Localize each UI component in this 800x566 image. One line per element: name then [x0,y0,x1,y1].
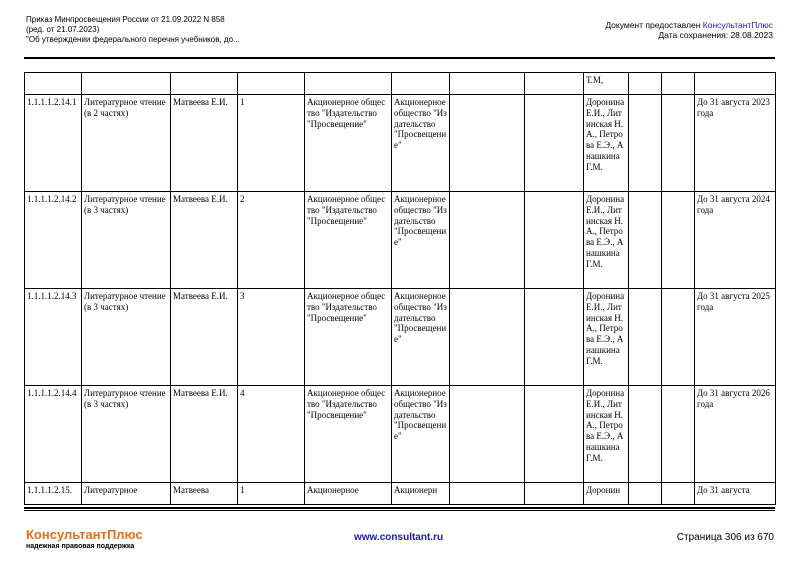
table-cell: Акционерное общество "Издательство "Просвещение" [392,95,450,192]
table-cell [82,73,171,95]
provider-link[interactable]: КонсультантПлюс [702,20,773,30]
table-row [25,95,776,192]
table-cell: Доронин [584,483,629,505]
footer-divider [24,507,775,509]
footer-brand: КонсультантПлюс [26,527,143,542]
table-cell: 4 [238,386,305,483]
table-cell [450,386,525,483]
website-link[interactable]: www.consultant.ru [354,532,444,543]
table-cell [662,192,695,289]
table-cell [662,483,695,505]
doc-title-line: "Об утверждении федерального перечня учебников, до... [26,35,240,44]
document-title [26,15,240,45]
table-cell: Литературное чтение (в 2 частях) [82,95,171,192]
table-cell [450,192,525,289]
table-cell [25,73,82,95]
table-cell: 1 [238,95,305,192]
table-cell: 1.1.1.1.2.14.4 [25,386,82,483]
table-cell [629,386,662,483]
table-cell: Матвеева Е.И. [171,192,238,289]
table-cell: 1.1.1.1.2.15. [25,483,82,505]
table-cell: Акционерное общество "Издательство "Просвещение" [305,386,392,483]
table-cell [525,289,584,386]
table-cell [238,73,305,95]
table-cell: Матвеева [171,483,238,505]
table-cell [629,483,662,505]
table-cell: Литературное чтение (в 3 частях) [82,192,171,289]
save-date: Дата сохранения: 28.08.2023 [658,30,773,40]
table-cell [629,289,662,386]
table-cell [171,73,238,95]
header-divider [24,57,775,59]
table-cell: 2 [238,192,305,289]
table-cell: До 31 августа 2025 года [695,289,776,386]
table-cell [525,192,584,289]
table-cell [525,483,584,505]
table-cell [629,95,662,192]
table-cell: 3 [238,289,305,386]
table-cell: Акционерное общество "Издательство "Просвещение" [305,95,392,192]
table-cell: 1.1.1.1.2.14.1 [25,95,82,192]
table-cell [525,386,584,483]
footer-tagline: надежная правовая поддержка [26,543,135,550]
table-cell: До 31 августа 2026 года [695,386,776,483]
table-cell: Литературное чтение (в 3 частях) [82,289,171,386]
table-cell [450,483,525,505]
table-cell: Литературное [82,483,171,505]
table-cell: Акционерное общество "Издательство "Просвещение" [305,192,392,289]
table-cell [450,95,525,192]
table-cell [525,95,584,192]
table-cell: Акционерн [392,483,450,505]
table-cell: Акционерное [305,483,392,505]
table-cell [662,95,695,192]
table-cell: 1 [238,483,305,505]
table-cell: Матвеева Е.И. [171,95,238,192]
table-cell: Матвеева Е.И. [171,289,238,386]
table-cell [392,73,450,95]
table-cell: Матвеева Е.И. [171,386,238,483]
table-cell [662,386,695,483]
table-cell: 1.1.1.1.2.14.2 [25,192,82,289]
table-cell [450,73,525,95]
table-cell: Доронина Е.И., Литинская Н.А., Петрова Е.Э., Анашкина Г.М. [584,289,629,386]
table-cell: Акционерное общество "Издательство "Просвещение" [392,289,450,386]
doc-title-line: (ред. от 21.07.2023) [26,25,100,34]
table-cell: Акционерное общество "Издательство "Просвещение" [392,386,450,483]
table-cell: До 31 августа 2023 года [695,95,776,192]
table-cell: До 31 августа [695,483,776,505]
table-row [25,73,776,95]
table-cell: Доронина Е.И., Литинская Н.А., Петрова Е.Э., Анашкина Г.М. [584,192,629,289]
table-cell: Доронина Е.И., Литинская Н.А., Петрова Е.Э., Анашкина Г.М. [584,386,629,483]
table-cell [695,73,776,95]
document-provider [605,20,773,40]
table-row [25,483,776,505]
consultant-logo [26,527,143,550]
table-cell: Акционерное общество "Издательство "Просвещение" [305,289,392,386]
textbook-table [24,72,776,505]
table-cell [305,73,392,95]
table-cell: Т.М, [584,73,629,95]
table-row [25,192,776,289]
table-cell: До 31 августа 2024 года [695,192,776,289]
doc-title-line: Приказ Минпросвещения России от 21.09.2022 N 858 [26,15,225,24]
provided-label: Документ предоставлен [605,20,703,30]
table-cell [662,289,695,386]
table-cell [662,73,695,95]
table-cell: 1.1.1.1.2.14.3 [25,289,82,386]
table-row [25,289,776,386]
table-cell: Доронина Е.И., Литинская Н.А., Петрова Е.Э., Анашкина Г.М. [584,95,629,192]
page-number: Страница 306 из 670 [676,532,774,543]
table-cell: Литературное чтение (в 3 частях) [82,386,171,483]
table-cell: Акционерное общество "Издательство "Просвещение" [392,192,450,289]
table-row [25,386,776,483]
table-cell [629,73,662,95]
table-cell [525,73,584,95]
footer-divider-thin [24,510,775,511]
table-cell [450,289,525,386]
table-cell [629,192,662,289]
